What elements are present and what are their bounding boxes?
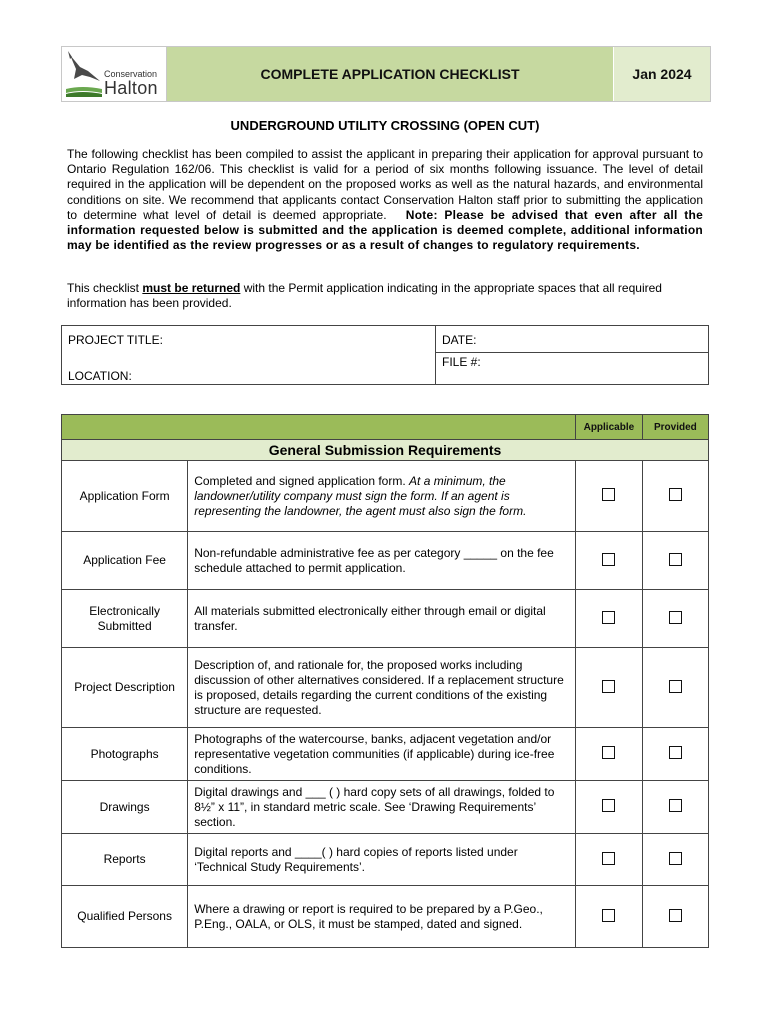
requirement-description <box>188 648 576 728</box>
applicable-checkbox[interactable] <box>602 799 615 812</box>
applicable-checkbox[interactable] <box>602 680 615 693</box>
table-row <box>62 886 709 948</box>
applicable-cell <box>576 886 643 948</box>
description-text: All materials submitted electronically either through email or digital transfer. <box>194 603 546 633</box>
table-row <box>62 532 709 590</box>
requirement-description <box>188 532 576 590</box>
applicable-cell <box>576 728 643 781</box>
document-title: UNDERGROUND UTILITY CROSSING (OPEN CUT) <box>230 118 540 133</box>
description-text: Photographs of the watercourse, banks, adjacent vegetation and/or representative vegetation communities (if applicable) during ice-free conditions. <box>194 731 555 776</box>
requirement-description <box>188 461 576 532</box>
requirement-label: Photographs <box>62 728 188 781</box>
provided-checkbox[interactable] <box>669 611 682 624</box>
description-text: Digital drawings and ___ ( ) hard copy sets of all drawings, folded to 8½” x 11”, in standard metric scale. See ‘Drawing Requirements’ section. <box>194 784 555 829</box>
checklist-title: COMPLETE APPLICATION CHECKLIST <box>167 47 613 101</box>
applicable-checkbox[interactable] <box>602 488 615 501</box>
provided-checkbox[interactable] <box>669 488 682 501</box>
divider <box>435 352 708 353</box>
requirement-description <box>188 834 576 886</box>
provided-checkbox[interactable] <box>669 553 682 566</box>
provided-cell <box>642 728 708 781</box>
table-row <box>62 461 709 532</box>
requirement-description <box>188 781 576 834</box>
requirement-description <box>188 886 576 948</box>
applicable-cell <box>576 461 643 532</box>
logo-text-conservation: Conservation <box>104 69 158 79</box>
provided-checkbox[interactable] <box>669 852 682 865</box>
return-text-end: with the Permit application indicating in the appropriate spaces that all required information has been provided. <box>67 281 662 311</box>
location-label[interactable]: LOCATION: <box>68 369 132 383</box>
file-number-label[interactable]: FILE #: <box>442 355 481 369</box>
provided-checkbox[interactable] <box>669 746 682 759</box>
requirement-label: Electronically Submitted <box>62 590 188 648</box>
intro-text: The following checklist has been compiled to assist the applicant in preparing their application for approval pursuant to Ontario Regulation 162/06. This checklist is valid for a period of six months following issuance. The level of detail required in the application will be dependent on the proposed works as well as the natural hazards, and environmental conditions on site. We recommend that applicants contact Conservation Halton staff prior to submitting the application to determine what level of detail is deemed appropriate. <box>67 147 703 222</box>
conservation-halton-logo <box>62 47 167 101</box>
description-text: Description of, and rationale for, the proposed works including discussion of other alternatives considered. If a replacement structure is proposed, details regarding the current conditions of the existing structure are requested. <box>194 657 564 717</box>
applicable-cell <box>576 781 643 834</box>
provided-cell <box>642 834 708 886</box>
applicable-cell <box>576 590 643 648</box>
column-applicable: Applicable <box>576 415 643 440</box>
project-title-label[interactable]: PROJECT TITLE: <box>68 333 163 347</box>
applicable-checkbox[interactable] <box>602 852 615 865</box>
submission-checklist-table <box>61 414 709 948</box>
provided-checkbox[interactable] <box>669 909 682 922</box>
provided-checkbox[interactable] <box>669 799 682 812</box>
description-text: Completed and signed application form. <box>194 473 410 488</box>
checklist-date: Jan 2024 <box>613 47 710 101</box>
provided-cell <box>642 886 708 948</box>
column-provided: Provided <box>642 415 708 440</box>
applicable-checkbox[interactable] <box>602 611 615 624</box>
applicable-checkbox[interactable] <box>602 746 615 759</box>
intro-paragraph <box>67 147 703 253</box>
applicable-cell <box>576 834 643 886</box>
requirement-label: Drawings <box>62 781 188 834</box>
provided-cell <box>642 532 708 590</box>
requirement-label: Reports <box>62 834 188 886</box>
table-row <box>62 648 709 728</box>
provided-checkbox[interactable] <box>669 680 682 693</box>
requirement-label: Application Form <box>62 461 188 532</box>
description-italic-text: At a minimum, the landowner/utility company must sign the form. If an agent is representing the landowner, the agent must also sign the form. <box>194 473 527 518</box>
section-header-row <box>62 440 709 461</box>
requirement-description <box>188 590 576 648</box>
divider <box>435 326 436 384</box>
provided-cell <box>642 781 708 834</box>
description-text: Non-refundable administrative fee as per category _____ on the fee schedule attached to permit application. <box>194 545 554 575</box>
table-row <box>62 834 709 886</box>
table-row <box>62 590 709 648</box>
document-header <box>61 46 711 102</box>
project-info-box <box>61 325 709 385</box>
section-title: General Submission Requirements <box>62 440 709 461</box>
description-text: Where a drawing or report is required to be prepared by a P.Geo., P.Eng., OALA, or OLS, it must be stamped, dated and signed. <box>194 901 543 931</box>
provided-cell <box>642 590 708 648</box>
date-label[interactable]: DATE: <box>442 333 477 347</box>
applicable-cell <box>576 648 643 728</box>
requirement-label: Qualified Persons <box>62 886 188 948</box>
table-header-row <box>62 415 709 440</box>
description-text: Digital reports and ____( ) hard copies of reports listed under ‘Technical Study Requirements’. <box>194 844 518 874</box>
applicable-cell <box>576 532 643 590</box>
intro-note: Note: Please be advised that even after all the information requested below is submitted and the application is deemed complete, additional information may be identified as the review progresses or as a result of changes to regulatory requirements. <box>67 207 703 253</box>
provided-cell <box>642 461 708 532</box>
provided-cell <box>642 648 708 728</box>
return-emphasis: must be returned <box>142 281 241 295</box>
table-row <box>62 781 709 834</box>
requirement-label: Project Description <box>62 648 188 728</box>
requirement-description <box>188 728 576 781</box>
return-instructions <box>67 281 703 311</box>
header-spacer <box>62 415 576 440</box>
return-text-start: This checklist <box>67 281 143 295</box>
logo-text-halton: Halton <box>104 78 158 98</box>
requirement-label: Application Fee <box>62 532 188 590</box>
table-row <box>62 728 709 781</box>
applicable-checkbox[interactable] <box>602 553 615 566</box>
applicable-checkbox[interactable] <box>602 909 615 922</box>
